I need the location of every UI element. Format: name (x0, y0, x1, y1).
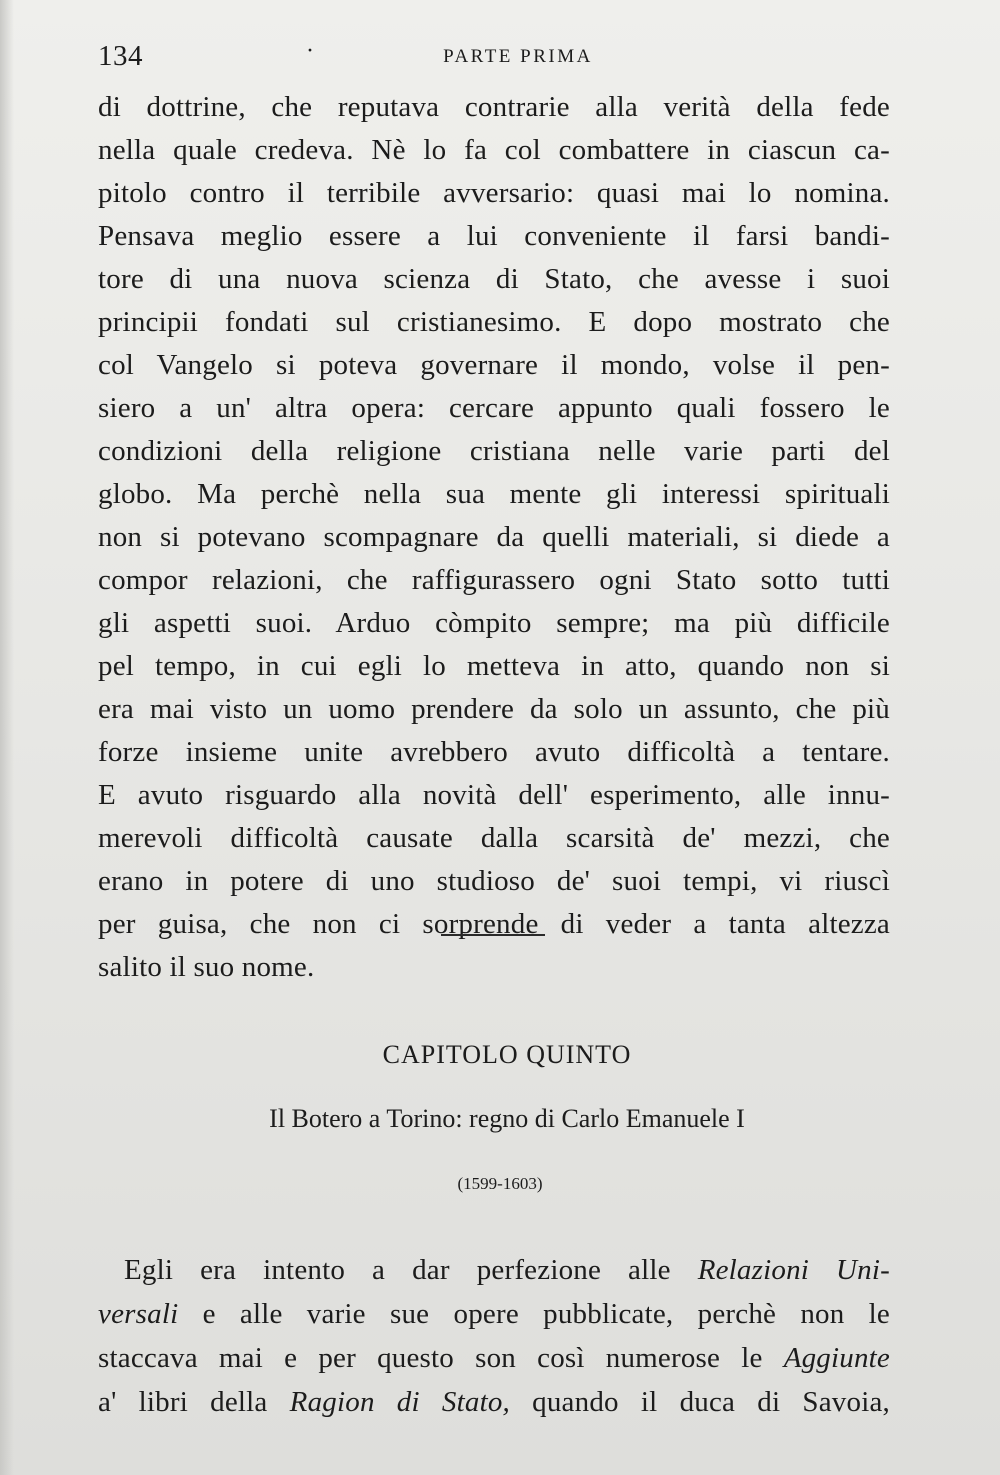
body-paragraph (98, 86, 890, 989)
page-gutter-shadow (0, 0, 14, 1475)
text-line: gli aspetti suoi. Arduo còmpito sempre; ma più difficile (98, 607, 890, 639)
italic-title: Ragion di Stato, (289, 1386, 510, 1418)
text-line: merevoli difficoltà causate dalla scarsità de' mezzi, che (98, 822, 890, 854)
italic-title: Relazioni Uni- (697, 1254, 890, 1286)
text-line: nella quale credeva. Nè lo fa col combattere in ciascun ca- (98, 134, 890, 166)
italic-title: versali (98, 1298, 179, 1330)
text-line: pitolo contro il terribile avversario: quasi mai lo nomina. (98, 177, 890, 209)
text-segment: staccava mai e per questo son così numerose le (98, 1342, 784, 1374)
text-line (98, 1336, 890, 1380)
chapter-dates: (1599-1603) (457, 1174, 543, 1193)
text-line: globo. Ma perchè nella sua mente gli interessi spirituali (98, 478, 890, 510)
chapter-opening-paragraph (98, 1248, 890, 1424)
text-line: E avuto risguardo alla novità dell' esperimento, alle innu- (98, 779, 890, 811)
text-line: siero a un' altra opera: cercare appunto quali fossero le (98, 392, 890, 424)
text-segment: e alle varie sue opere pubblicate, perchè non le (178, 1298, 890, 1330)
text-line: col Vangelo si poteva governare il mondo, volse il pen- (98, 349, 890, 381)
text-line: principii fondati sul cristianesimo. E dopo mostrato che (98, 306, 890, 338)
text-line: pel tempo, in cui egli lo metteva in atto, quando non si (98, 650, 890, 682)
text-segment: Egli era intento a dar perfezione alle (124, 1254, 698, 1286)
text-line (98, 1248, 890, 1292)
text-line: condizioni della religione cristiana nelle varie parti del (98, 435, 890, 467)
running-title: PARTE PRIMA (443, 46, 593, 67)
text-segment: quando il duca di Savoia, (510, 1386, 890, 1418)
text-line: compor relazioni, che raffigurassero ogni Stato sotto tutti (98, 564, 890, 596)
chapter-subtitle: Il Botero a Torino: regno di Carlo Emanuele I (269, 1104, 745, 1133)
text-line (98, 1292, 890, 1336)
text-segment: a' libri della (98, 1386, 290, 1418)
text-line: era mai visto un uomo prendere da solo un assunto, che più (98, 693, 890, 725)
page-number: 134 (98, 40, 143, 72)
text-line: forze insieme unite avrebbero avuto difficoltà a tentare. (98, 736, 890, 768)
text-line: erano in potere di uno studioso de' suoi tempi, vi riuscì (98, 865, 890, 897)
italic-title: Aggiunte (783, 1342, 890, 1374)
text-line: non si potevano scompagnare da quelli materiali, si diede a (98, 521, 890, 553)
text-line: per guisa, che non ci sorprende di veder a tanta altezza (98, 908, 890, 940)
text-line: Pensava meglio essere a lui conveniente il farsi bandi- (98, 220, 890, 252)
text-line: salito il suo nome. (98, 951, 315, 983)
running-head (98, 40, 898, 76)
text-line: tore di una nuova scienza di Stato, che avesse i suoi (98, 263, 890, 295)
running-head-dot: · (306, 38, 314, 64)
section-divider (441, 934, 545, 936)
text-line: di dottrine, che reputava contrarie alla verità della fede (98, 91, 890, 123)
chapter-heading: CAPITOLO QUINTO (382, 1040, 632, 1069)
text-line (98, 1380, 890, 1424)
